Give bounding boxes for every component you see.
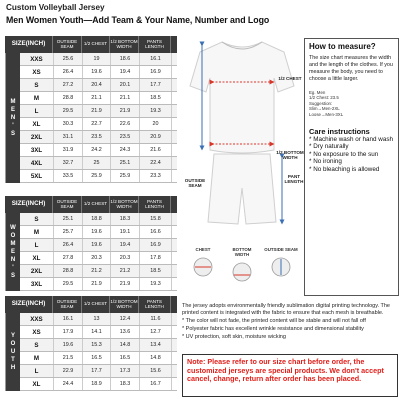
col-chest: 1/2 CHEST	[82, 296, 110, 313]
table-row	[6, 66, 177, 79]
col-pants-length: PANTS LENGTH	[139, 296, 171, 313]
col-bottom-width: 1/2 BOTTOM WIDTH	[110, 36, 139, 53]
measure-cell: 25.1	[54, 213, 83, 225]
col-outside-seam: OUTSIDE SEAM	[53, 196, 82, 213]
size-cell: L	[20, 365, 54, 377]
icon-seam-label: OUTSIDE SEAM	[264, 247, 298, 252]
table-row	[6, 365, 177, 378]
measure-cell: 30.3	[54, 118, 83, 130]
measure-cell: 33.5	[54, 170, 83, 182]
womens-size-table	[5, 196, 177, 291]
measure-cell: 15.6	[140, 365, 172, 377]
measure-cell: 21.2	[111, 265, 140, 277]
table-row	[6, 105, 177, 118]
table-side-label	[6, 313, 20, 391]
care-title: Care instructions	[309, 127, 370, 136]
table-header	[5, 296, 177, 313]
measure-cell: 20.4	[83, 79, 111, 91]
table-header	[5, 36, 177, 53]
side-label-char: '	[12, 123, 14, 130]
col-pants-length: PANTS LENGTH	[139, 196, 171, 213]
measure-cell: 19.3	[140, 105, 172, 117]
measure-cell: 31.1	[54, 131, 83, 143]
col-bottom-width: 1/2 BOTTOM WIDTH	[110, 196, 139, 213]
measure-cell: 20	[140, 118, 172, 130]
measure-cell: 27.8	[54, 252, 83, 264]
measure-cell: 18.5	[140, 265, 172, 277]
measure-cell: 25.6	[54, 53, 83, 65]
measure-cell: 14.1	[83, 326, 111, 338]
measure-cell: 26.4	[54, 239, 83, 251]
measure-cell: 22.6	[111, 118, 140, 130]
measure-cell: 14.8	[111, 339, 140, 351]
measure-cell: 29.5	[54, 105, 83, 117]
measure-cell: 16.9	[140, 239, 172, 251]
measure-cell: 22.4	[140, 157, 172, 169]
col-size: SIZE(INCH)	[5, 36, 53, 53]
jersey-illustration	[180, 38, 304, 248]
care-item: * No bleaching is allowed	[309, 165, 380, 173]
measure-cell: 19.1	[111, 226, 140, 238]
col-outside-seam: OUTSIDE SEAM	[53, 296, 82, 313]
measure-cell: 25.9	[83, 170, 111, 182]
chest-label: 1/2 CHEST	[278, 76, 302, 81]
measure-cell: 31.9	[54, 144, 83, 156]
side-label-char: E	[10, 106, 15, 113]
bottom-width-measure-icon	[225, 247, 259, 283]
col-chest: 1/2 CHEST	[82, 196, 110, 213]
measure-cell: 25.1	[111, 157, 140, 169]
measure-cell: 14.8	[140, 352, 172, 364]
measure-cell: 18.3	[111, 213, 140, 225]
info-paragraph: * UV protection, soft skin, moisture wicking	[182, 334, 286, 341]
measure-cell: 25	[83, 157, 111, 169]
measure-cell: 24.4	[54, 378, 83, 390]
side-label-char: N	[10, 114, 16, 121]
size-cell: S	[20, 213, 54, 225]
measure-cell: 21.5	[54, 352, 83, 364]
info-paragraph: * The color will not fade, the printed content will be stable and will not fall off	[182, 318, 366, 325]
table-side-label	[6, 53, 20, 183]
size-cell: M	[20, 92, 54, 104]
measure-cell: 13.4	[140, 339, 172, 351]
measure-cell: 12.7	[140, 326, 172, 338]
measure-cell: 20.3	[83, 252, 111, 264]
measure-cell: 26.4	[54, 66, 83, 78]
measure-cell: 16.6	[140, 226, 172, 238]
table-row	[6, 131, 177, 144]
icon-chest-label: CHEST	[195, 247, 211, 252]
side-label-char: M	[10, 240, 16, 247]
measure-cell: 13.6	[111, 326, 140, 338]
table-row	[6, 339, 177, 352]
side-label-char: E	[10, 248, 15, 255]
size-cell: XS	[20, 66, 54, 78]
care-item: * Dry naturally	[309, 143, 349, 151]
table-row	[6, 313, 177, 326]
outside-seam-label: OUTSIDE SEAM	[184, 178, 206, 189]
measure-cell: 19.3	[140, 278, 172, 290]
measure-cell: 20.9	[140, 131, 172, 143]
measure-cell: 25.7	[54, 226, 83, 238]
product-subtitle: Men Women Youth—Add Team & Your Name, Number and Logo	[6, 15, 270, 25]
table-row	[6, 352, 177, 365]
side-label-char: O	[10, 340, 16, 347]
measure-cell: 18.5	[140, 92, 172, 104]
measure-cell: 22.9	[54, 365, 83, 377]
measure-cell: 19.6	[83, 226, 111, 238]
table-row	[6, 213, 177, 226]
table-row	[6, 170, 177, 183]
size-cell: XS	[20, 326, 54, 338]
measure-cell: 16.5	[111, 352, 140, 364]
measure-cell: 21.9	[111, 105, 140, 117]
col-size: SIZE(INCH)	[5, 196, 53, 213]
size-cell: XXS	[20, 313, 54, 325]
measure-cell: 21.1	[83, 92, 111, 104]
order-note: Note: Please refer to our size chart before order, the customized jerseys are special products. We don't accept cancel, change, return after order has been placed.	[182, 354, 398, 397]
table-body	[5, 53, 177, 183]
outside-seam-measure-icon	[264, 247, 298, 278]
measure-cell: 15.8	[140, 213, 172, 225]
measure-cell: 24.3	[111, 144, 140, 156]
mens-size-table	[5, 36, 177, 183]
table-row	[6, 144, 177, 157]
measure-cell: 16.1	[54, 313, 83, 325]
measure-cell: 21.2	[83, 265, 111, 277]
table-row	[6, 326, 177, 339]
measure-cell: 21.1	[111, 92, 140, 104]
table-row	[6, 278, 177, 291]
measure-cell: 17.3	[111, 365, 140, 377]
table-row	[6, 226, 177, 239]
info-paragraph: * Polyester fabric has excellent wrinkle resistance and dimensional stability	[182, 326, 364, 333]
measure-cell: 17.7	[140, 79, 172, 91]
size-cell: 5XL	[20, 170, 54, 182]
measure-cell: 21.9	[83, 278, 111, 290]
product-title: Custom Volleyball Jersey	[6, 3, 105, 12]
chest-measure-icon	[186, 247, 220, 278]
side-label-char: T	[11, 357, 15, 364]
pant-length-label: PANT LENGTH	[284, 174, 304, 185]
table-row	[6, 252, 177, 265]
size-cell: 3XL	[20, 278, 54, 290]
measure-cell: 15.3	[83, 339, 111, 351]
measure-cell: 16.5	[83, 352, 111, 364]
measure-cell: 19.6	[83, 66, 111, 78]
col-chest: 1/2 CHEST	[82, 36, 110, 53]
measure-cell: 18.9	[83, 378, 111, 390]
table-row	[6, 79, 177, 92]
measure-cell: 17.8	[140, 252, 172, 264]
size-cell: XL	[20, 118, 54, 130]
measure-cell: 23.5	[111, 131, 140, 143]
care-item: * Machine wash or hand wash	[309, 136, 394, 143]
size-cell: S	[20, 339, 54, 351]
measure-cell: 28.8	[54, 92, 83, 104]
measure-cell: 13	[83, 313, 111, 325]
side-label-char: U	[10, 348, 16, 355]
measure-cell: 16.1	[140, 53, 172, 65]
table-row	[6, 118, 177, 131]
measure-cell: 27.2	[54, 79, 83, 91]
table-body	[5, 213, 177, 291]
measure-cell: 19.4	[111, 239, 140, 251]
measure-cell: 28.8	[54, 265, 83, 277]
measure-cell: 21.6	[140, 144, 172, 156]
measure-cell: 29.5	[54, 278, 83, 290]
measure-cell: 12.4	[111, 313, 140, 325]
size-cell: M	[20, 226, 54, 238]
measure-cell: 20.1	[111, 79, 140, 91]
fabric-info	[182, 303, 398, 342]
measure-cell: 23.5	[83, 131, 111, 143]
measure-cell: 16.9	[140, 66, 172, 78]
size-cell: 2XL	[20, 131, 54, 143]
care-item: * No exposure to the sun	[309, 150, 379, 158]
panel-title: How to measure?	[309, 42, 376, 51]
measure-cell: 21.9	[83, 105, 111, 117]
measure-cell: 19.4	[111, 66, 140, 78]
measure-cell: 20.3	[111, 252, 140, 264]
side-label-char: S	[10, 131, 15, 138]
panel-text: The size chart measures the width and the length of the clothes. If you measure the body, you need to choose a little larger.	[309, 55, 393, 83]
icon-bottom-label: BOTTOM WIDTH	[232, 247, 252, 257]
measure-cell: 18.8	[83, 213, 111, 225]
table-row	[6, 378, 177, 391]
col-bottom-width: 1/2 BOTTOM WIDTH	[110, 296, 139, 313]
size-example: Eg. Men 1/2 Chest: 23.5 Suggestion: Slim→Men-2XL Loose→Men-3XL	[309, 89, 344, 117]
measure-cell: 21.9	[111, 278, 140, 290]
size-cell: XL	[20, 378, 54, 390]
table-row	[6, 53, 177, 66]
measure-cell: 25.9	[111, 170, 140, 182]
side-label-char: W	[10, 224, 16, 231]
size-cell: M	[20, 352, 54, 364]
table-row	[6, 92, 177, 105]
col-outside-seam: OUTSIDE SEAM	[53, 36, 82, 53]
table-body	[5, 313, 177, 391]
size-cell: S	[20, 79, 54, 91]
col-size: SIZE(INCH)	[5, 296, 53, 313]
side-label-char: O	[10, 232, 16, 239]
measure-cell: 23.3	[140, 170, 172, 182]
bottom-width-label: 1/2 BOTTOM WIDTH	[276, 150, 304, 161]
measure-cell: 32.7	[54, 157, 83, 169]
measure-cell: 22.7	[83, 118, 111, 130]
table-row	[6, 157, 177, 170]
measure-cell: 18.6	[111, 53, 140, 65]
size-cell: 3XL	[20, 144, 54, 156]
youth-size-table	[5, 296, 177, 391]
size-cell: L	[20, 239, 54, 251]
size-cell: XXS	[20, 53, 54, 65]
side-label-char: H	[10, 365, 16, 372]
measure-cell: 18.3	[111, 378, 140, 390]
measure-cell: 17.7	[83, 365, 111, 377]
side-label-char: S	[10, 273, 15, 280]
col-pants-length: PANTS LENGTH	[139, 36, 171, 53]
measure-cell: 17.9	[54, 326, 83, 338]
measure-icons	[180, 247, 304, 297]
side-label-char: M	[10, 98, 16, 105]
size-cell: 4XL	[20, 157, 54, 169]
measure-cell: 16.7	[140, 378, 172, 390]
measure-cell: 19.6	[83, 239, 111, 251]
side-label-char: N	[10, 257, 16, 264]
measure-cell: 19	[83, 53, 111, 65]
side-label-char: Y	[10, 332, 15, 339]
size-cell: XL	[20, 252, 54, 264]
table-row	[6, 265, 177, 278]
care-item: * No ironing	[309, 158, 342, 166]
table-row	[6, 239, 177, 252]
side-label-char: '	[12, 265, 14, 272]
measure-cell: 24.2	[83, 144, 111, 156]
size-cell: 2XL	[20, 265, 54, 277]
size-cell: L	[20, 105, 54, 117]
info-paragraph: The jersey adopts environmentally friendly sublimation digital printing technology. The printed content is integrated with the fabric to ensure that each mesh is breathable.	[182, 303, 390, 317]
table-side-label	[6, 213, 20, 291]
measure-cell: 19.6	[54, 339, 83, 351]
table-header	[5, 196, 177, 213]
how-to-measure-panel	[304, 38, 399, 296]
measure-cell: 11.6	[140, 313, 172, 325]
